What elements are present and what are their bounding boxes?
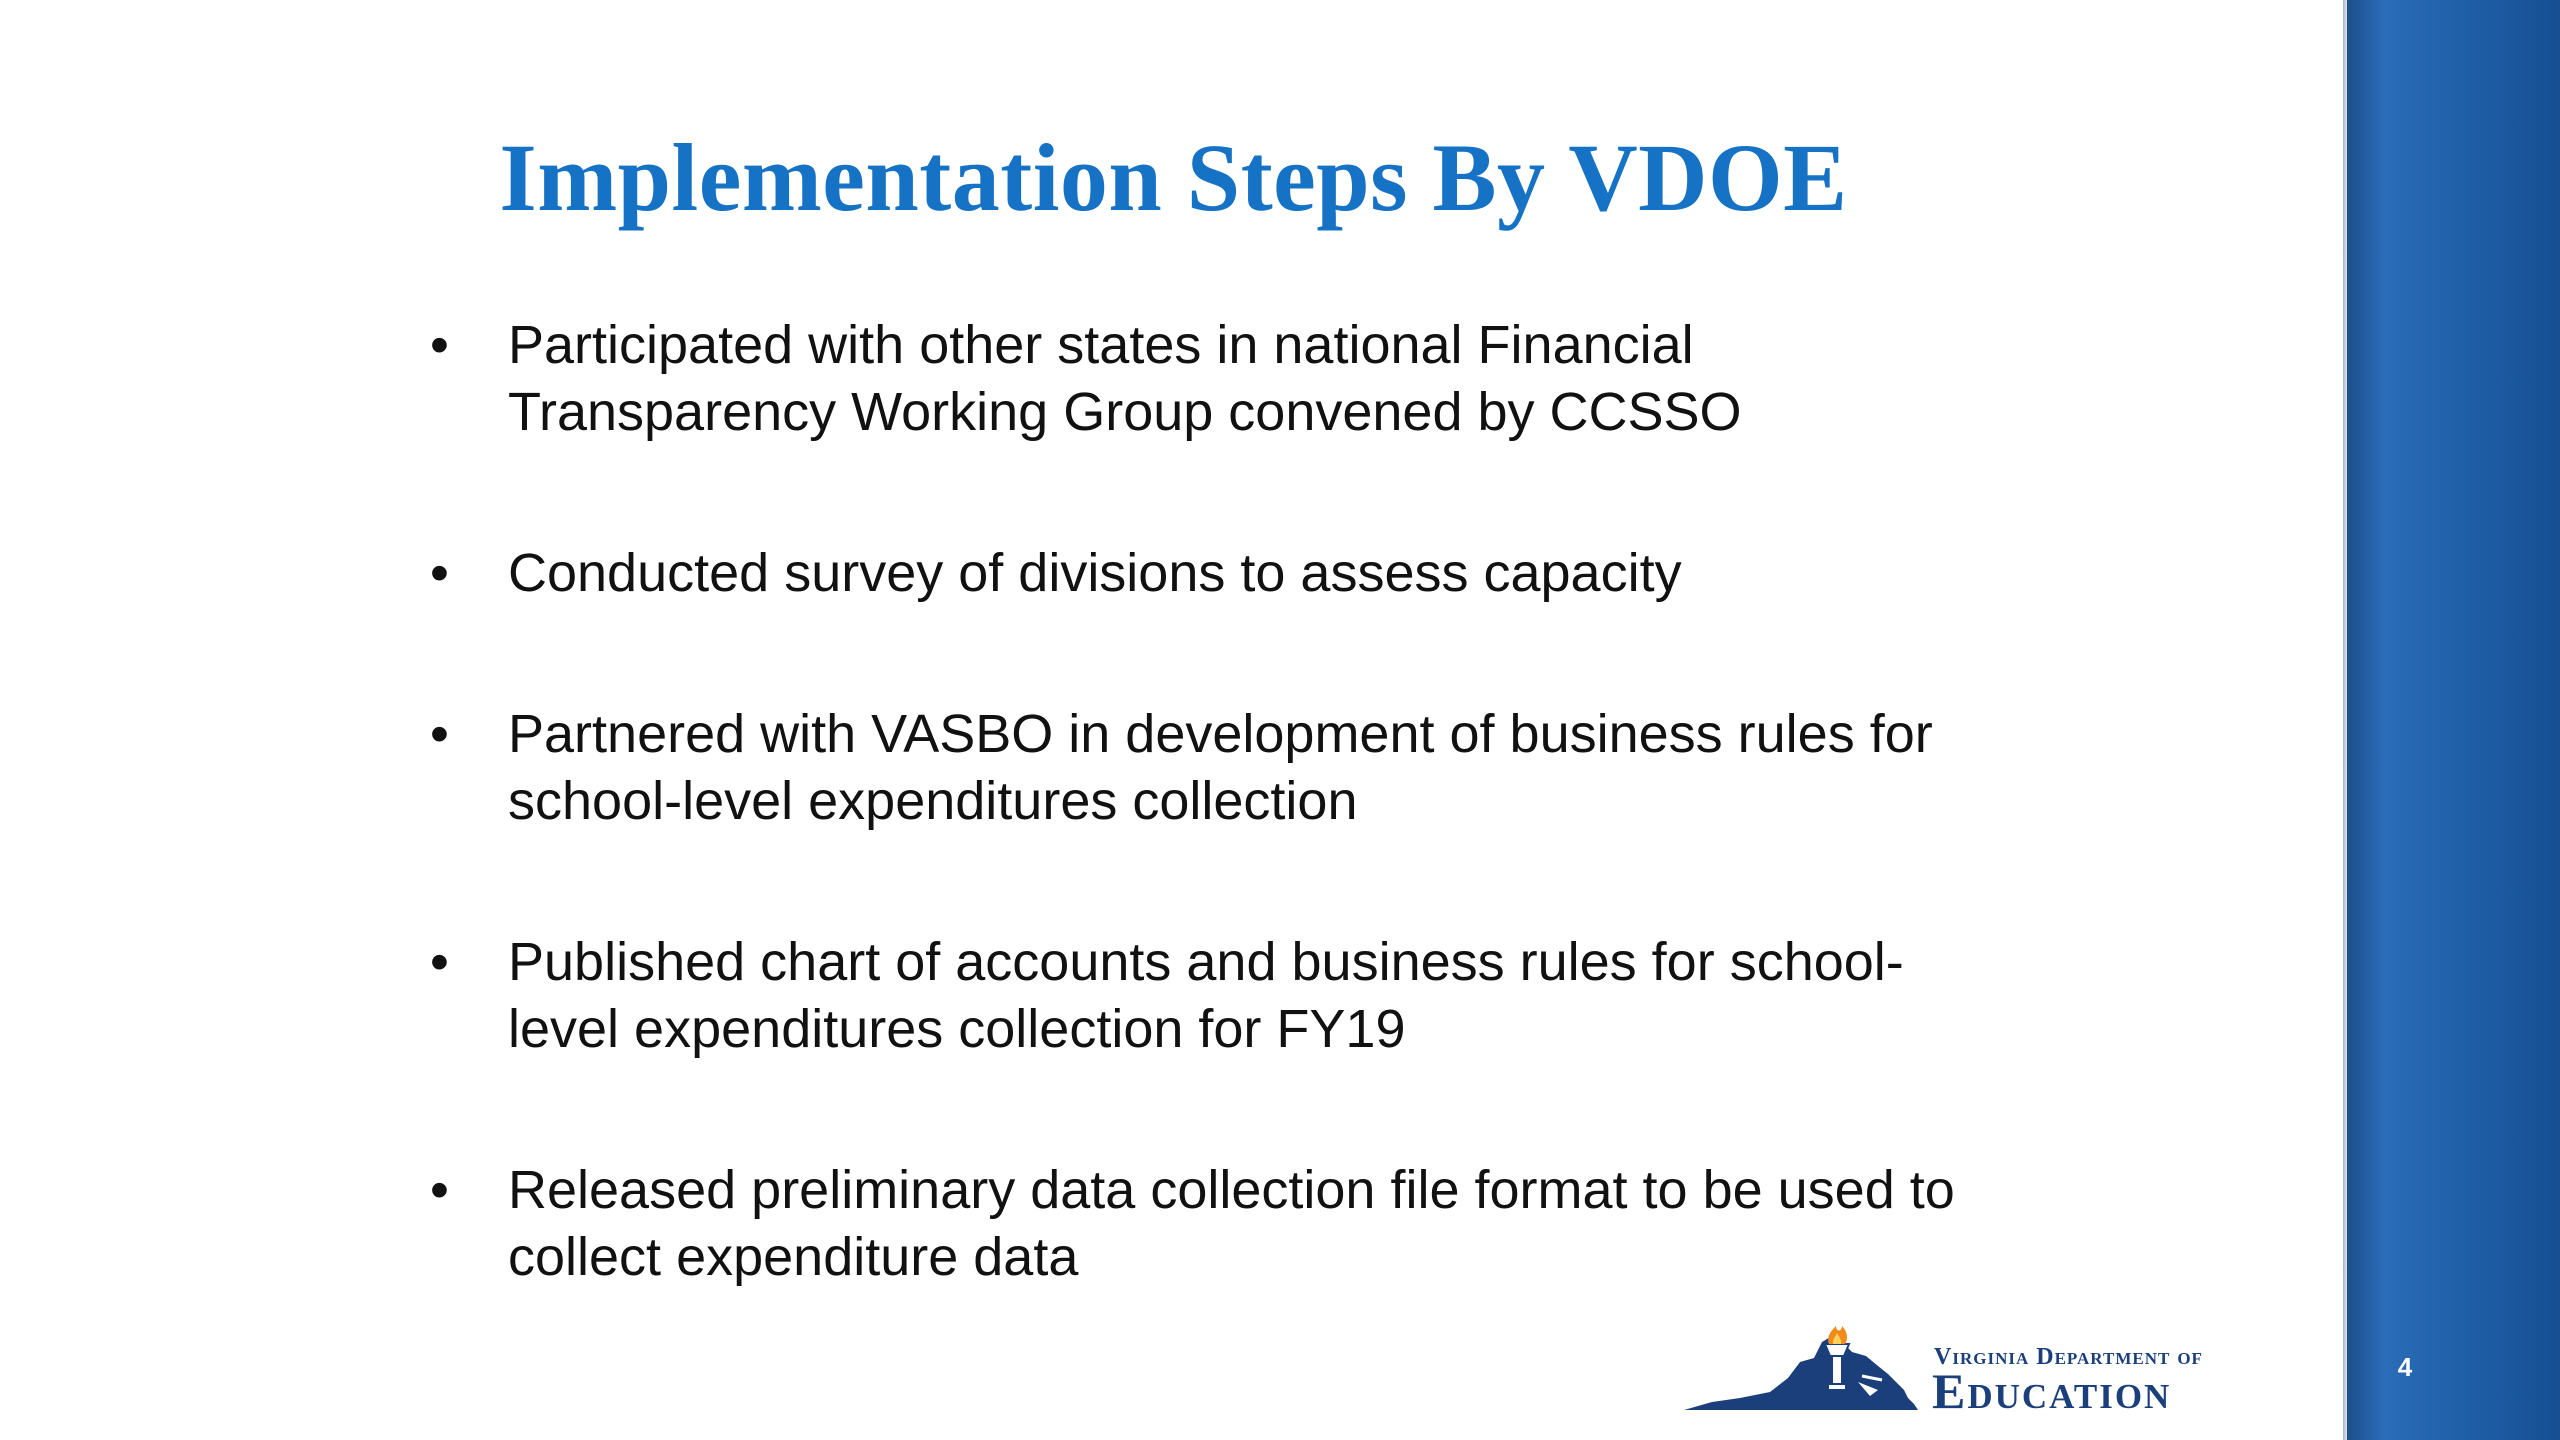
bullet-text: Published chart of accounts and business rules for school-level expenditures collection for FY19: [508, 932, 1904, 1059]
blue-sidebar: [2347, 0, 2560, 1440]
bullet-marker: •: [430, 1160, 449, 1220]
bullet-text: Partnered with VASBO in development of business rules for school-level expenditures collection: [508, 704, 1933, 831]
logo-text-department: Virginia Department of: [1934, 1344, 2203, 1370]
bullet-marker: •: [430, 543, 449, 603]
bullet-marker: •: [430, 315, 449, 375]
bullet-text: Released preliminary data collection file format to be used to collect expenditure data: [508, 1160, 1955, 1287]
logo-text-education: Education: [1932, 1363, 2172, 1419]
bullet-marker: •: [430, 932, 449, 992]
bullet-text: Participated with other states in national Financial Transparency Working Group convened by CCSSO: [508, 315, 1742, 442]
virginia-map-torch-icon: [1682, 1322, 1932, 1414]
bullet-marker: •: [430, 704, 449, 764]
bullet-item-5: [430, 1157, 1990, 1291]
bullet-item-3: [430, 701, 1990, 835]
bullet-list: [430, 312, 1990, 1385]
bullet-item-1: [430, 312, 1990, 446]
slide-title: Implementation Steps By VDOE: [499, 124, 1848, 231]
page-number: 4: [2397, 1352, 2413, 1382]
bullet-item-4: [430, 929, 1990, 1063]
vdoe-logo: [1682, 1322, 2322, 1419]
bullet-item-2: [430, 540, 1990, 607]
bullet-text: Conducted survey of divisions to assess capacity: [508, 543, 1682, 603]
